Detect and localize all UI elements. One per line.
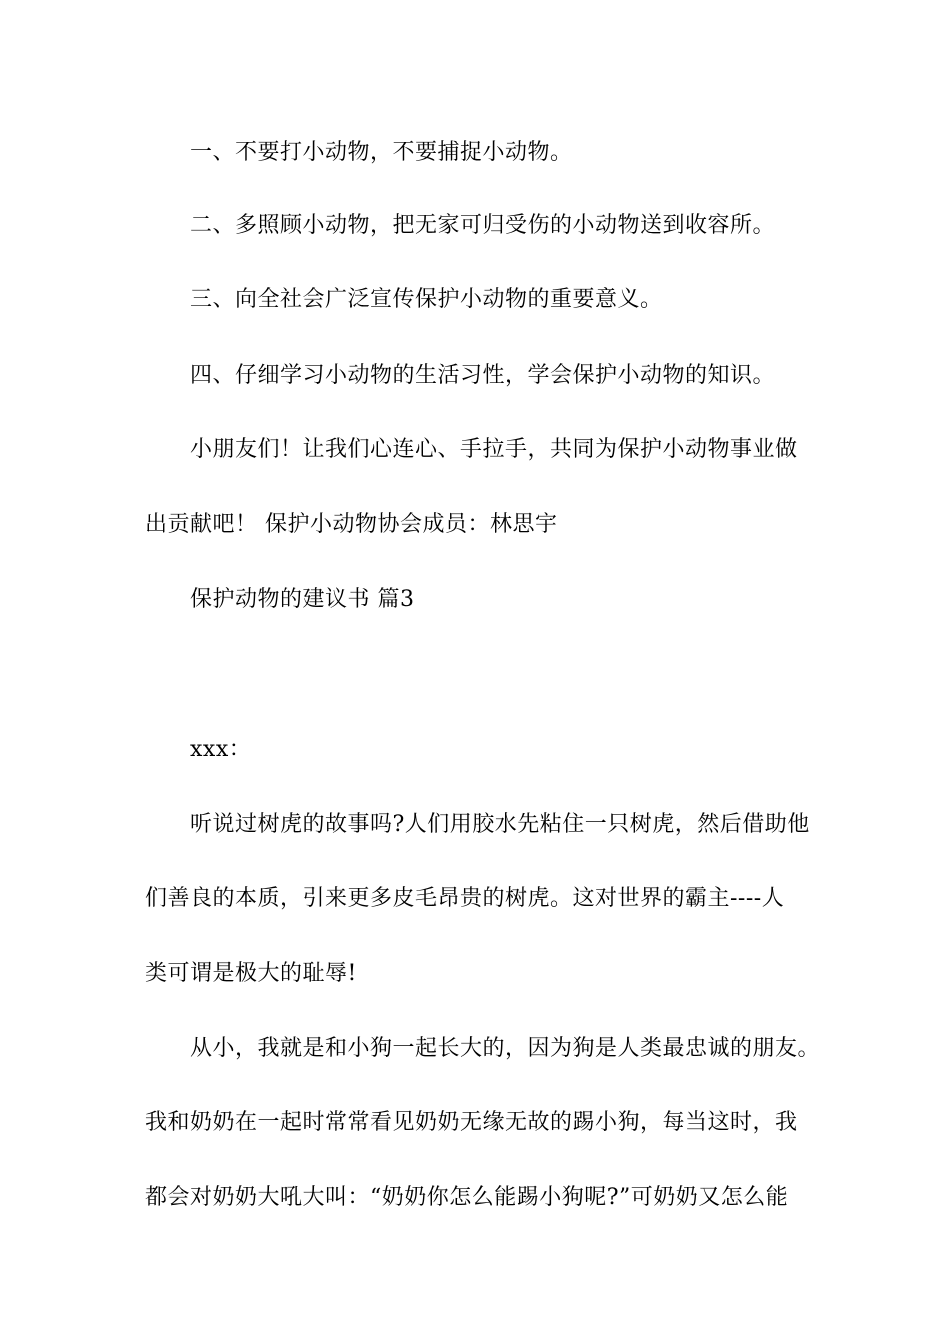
proposal-item-4: 四、仔细学习小动物的生活习性，学会保护小动物的知识。 — [190, 363, 776, 388]
paragraph-2-line-2: 我和奶奶在一起时常常看见奶奶无缘无故的踢小狗，每当这时，我 — [145, 1110, 798, 1135]
paragraph-1-line-3: 类可谓是极大的耻辱! — [145, 961, 357, 986]
closing-paragraph-line-2: 出贡献吧！ 保护小动物协会成员：林思宇 — [145, 512, 558, 537]
paragraph-1-line-2: 们善良的本质，引来更多皮毛昂贵的树虎。这对世界的霸主----人 — [145, 886, 785, 911]
paragraph-2-line-3: 都会对奶奶大吼大叫：“奶奶你怎么能踢小狗呢?”可奶奶又怎么能 — [145, 1185, 789, 1210]
proposal-item-3: 三、向全社会广泛宣传保护小动物的重要意义。 — [190, 287, 663, 312]
paragraph-1-line-1: 听说过树虎的故事吗?人们用胶水先粘住一只树虎，然后借助他 — [190, 812, 810, 837]
proposal-item-2: 二、多照顾小动物，把无家可归受伤的小动物送到收容所。 — [190, 213, 776, 238]
paragraph-2-line-1: 从小，我就是和小狗一起长大的，因为狗是人类最忠诚的朋友。 — [190, 1036, 821, 1061]
salutation: xxx： — [190, 737, 252, 762]
proposal-item-1: 一、不要打小动物，不要捕捉小动物。 — [190, 140, 573, 165]
section-title: 保护动物的建议书 篇3 — [190, 587, 415, 612]
closing-paragraph-line-1: 小朋友们！让我们心连心、手拉手，共同为保护小动物事业做 — [190, 437, 798, 462]
